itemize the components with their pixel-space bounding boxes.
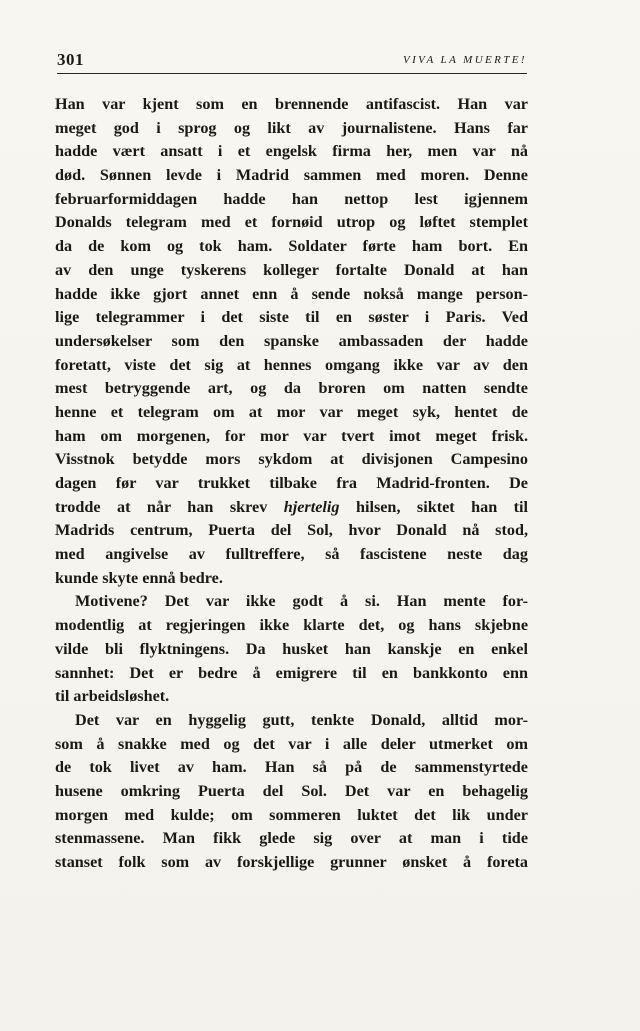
text-line: som å snakke med og det var i alle deler utmerket om — [55, 734, 528, 753]
text-line: da de kom og tok ham. Soldater førte ham bort. En — [55, 237, 528, 256]
text-line: av den unge tyskerens kolleger fortalte Donald at han — [55, 260, 528, 279]
text-line: Madrids centrum, Puerta del Sol, hvor Donald nå stod, — [55, 521, 528, 540]
text-line: meget god i sprog og likt av journalistene. Hans far — [55, 118, 528, 137]
paragraph-start-line: Det var en hyggelig gutt, tenkte Donald, alltid mor- — [75, 710, 528, 729]
text-line: hadde ikke gjort annet enn å sende nokså mange person- — [55, 284, 528, 303]
text-line: mest betryggende art, og da broren om natten sendte — [55, 379, 528, 398]
text-segment: trodde at når han skrev — [55, 497, 268, 516]
paragraph-start-line: Motivene? Det var ikke godt å si. Han mente for- — [75, 592, 528, 611]
text-line-with-emphasis — [55, 496, 528, 520]
text-line: dagen før var trukket tilbake fra Madrid-fronten. De — [55, 474, 528, 492]
text-line: ham om morgenen, for mor var tvert imot meget frisk. — [55, 426, 528, 445]
emphasis-word: hjertelig — [283, 497, 340, 516]
text-line: modentlig at regjeringen ikke klarte det, og hans skjebne — [55, 616, 528, 635]
text-line: de tok livet av ham. Han så på de sammenstyrtede — [55, 758, 528, 777]
body-text — [55, 93, 528, 875]
text-line: med angivelse av fulltreffere, så fascistene neste dag — [55, 545, 528, 564]
text-line: vilde bli flyktningens. Da husket han kanskje en enkel — [55, 639, 528, 658]
text-line: hadde vært ansatt i et engelsk firma her, men var nå — [55, 142, 528, 161]
text-line: undersøkelser som den spanske ambassaden der hadde — [55, 331, 528, 350]
text-line: død. Sønnen levde i Madrid sammen med moren. Denne — [55, 166, 528, 185]
paragraph-end-line: kunde skyte ennå bedre. — [55, 568, 223, 587]
text-line: sannhet: Det er bedre å emigrere til en bankkonto enn — [55, 663, 528, 682]
paragraph-end-line: til arbeidsløshet. — [55, 687, 170, 706]
text-line: lige telegrammer i det siste til en søster i Paris. Ved — [55, 308, 528, 327]
text-line: februarformiddagen hadde han nettop lest igjennem — [55, 189, 528, 208]
text-line: Visstnok betydde mors sykdom at divisjonen Campesino — [55, 450, 528, 469]
text-segment: hilsen, siktet han til — [355, 497, 529, 516]
text-line: Donalds telegram med et fornøid utrop og løftet stemplet — [55, 213, 528, 232]
text-line: husene omkring Puerta del Sol. Det var en behagelig — [55, 781, 528, 800]
text-line: stenmassene. Man fikk glede sig over at man i tide — [55, 829, 528, 848]
header-rule — [57, 73, 527, 74]
text-line: morgen med kulde; om sommeren luktet det lik under — [55, 805, 528, 824]
text-line: foretatt, viste det sig at hennes omgang ikke var av den — [55, 355, 528, 374]
page-number: 301 — [57, 50, 84, 69]
text-line: henne et telegram om at mor var meget syk, hentet de — [55, 402, 528, 421]
running-title: VIVA LA MUERTE! — [403, 54, 527, 66]
text-line: stanset folk som av forskjellige grunner ønsket å foreta — [55, 853, 528, 871]
page-header — [57, 50, 527, 74]
text-line: Han var kjent som en brennende antifascist. Han var — [55, 95, 528, 113]
